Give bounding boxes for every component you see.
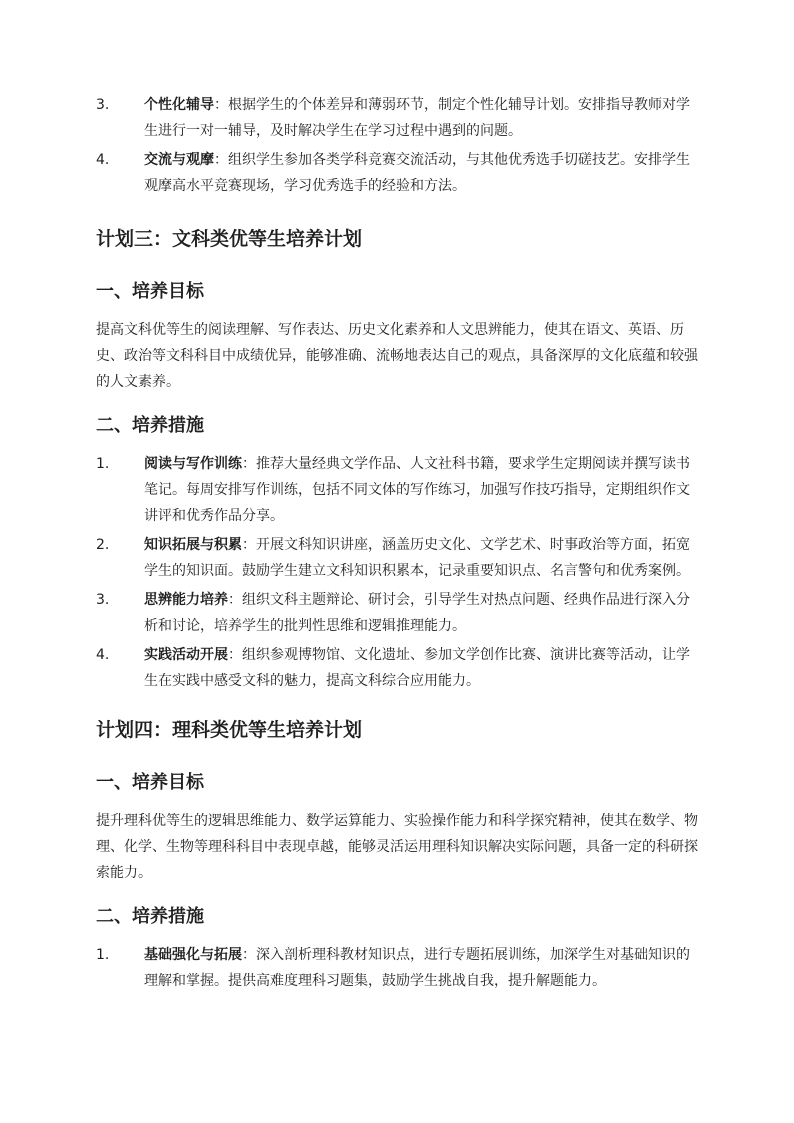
item-term: 实践活动开展 [144, 647, 228, 663]
list-item [96, 147, 702, 199]
item-text: ：开展文科知识讲座，涵盖历史文化、文学艺术、时事政治等方面，拓宽学生的知识面。鼓励学生建立文科知识积累本，记录重要知识点、名言警句和优秀案例。 [144, 537, 690, 579]
item-term: 思辨能力培养 [144, 592, 228, 608]
numbered-list [96, 451, 702, 694]
item-term: 阅读与写作训练 [144, 456, 242, 472]
list-item [96, 451, 702, 529]
subsection-heading: 二、培养措施 [96, 415, 204, 436]
item-text: ：深入剖析理科教材知识点，进行专题拓展训练，加深学生对基础知识的理解和掌握。提供高难度理科习题集，鼓励学生挑战自我，提升解题能力。 [144, 947, 690, 989]
item-term: 个性化辅导 [144, 97, 214, 113]
item-text: ：推荐大量经典文学作品、人文社科书籍，要求学生定期阅读并撰写读书笔记。每周安排写作训练，包括不同文体的写作练习，加强写作技巧指导，定期组织作文讲评和优秀作品分享。 [144, 456, 690, 524]
list-item [96, 942, 702, 994]
item-text: ：根据学生的个体差异和薄弱环节，制定个性化辅导计划。安排指导教师对学生进行一对一辅导，及时解决学生在学习过程中遇到的问题。 [144, 97, 690, 139]
section-title: 计划四：理科类优等生培养计划 [96, 719, 363, 741]
paragraph: 提高文科优等生的阅读理解、写作表达、历史文化素养和人文思辨能力，使其在语文、英语、历史、政治等文科科目中成绩优异，能够准确、流畅地表达自己的观点，具备深厚的文化底蕴和较强的人文素养。 [96, 322, 698, 390]
item-text: ：组织参观博物馆、文化遗址、参加文学创作比赛、演讲比赛等活动，让学生在实践中感受文科的魅力，提高文科综合应用能力。 [144, 647, 690, 689]
item-number: 4. [96, 152, 110, 168]
item-term: 基础强化与拓展 [144, 947, 242, 963]
numbered-list [96, 942, 702, 994]
list-item [96, 642, 702, 694]
item-text: ：组织文科主题辩论、研讨会，引导学生对热点问题、经典作品进行深入分析和讨论，培养学生的批判性思维和逻辑推理能力。 [144, 592, 690, 634]
item-number: 2. [96, 537, 110, 553]
list-item [96, 92, 702, 144]
item-number: 1. [96, 456, 110, 472]
item-text: ：组织学生参加各类学科竞赛交流活动，与其他优秀选手切磋技艺。安排学生观摩高水平竞赛现场，学习优秀选手的经验和方法。 [144, 152, 690, 194]
item-number: 3. [96, 97, 110, 113]
numbered-list [96, 92, 702, 199]
subsection-heading: 一、培养目标 [96, 281, 204, 302]
paragraph: 提升理科优等生的逻辑思维能力、数学运算能力、实验操作能力和科学探究精神，使其在数学、物理、化学、生物等理科科目中表现卓越，能够灵活运用理科知识解决实际问题，具备一定的科研探索能力。 [96, 813, 698, 881]
subsection-heading: 一、培养目标 [96, 772, 204, 793]
item-number: 1. [96, 947, 110, 963]
list-item [96, 587, 702, 639]
document-page [96, 0, 702, 997]
subsection-heading: 二、培养措施 [96, 906, 204, 927]
item-number: 3. [96, 592, 110, 608]
list-item [96, 532, 702, 584]
item-term: 知识拓展与积累 [144, 537, 242, 553]
item-term: 交流与观摩 [144, 152, 214, 168]
item-number: 4. [96, 647, 110, 663]
section-title: 计划三：文科类优等生培养计划 [96, 228, 363, 250]
